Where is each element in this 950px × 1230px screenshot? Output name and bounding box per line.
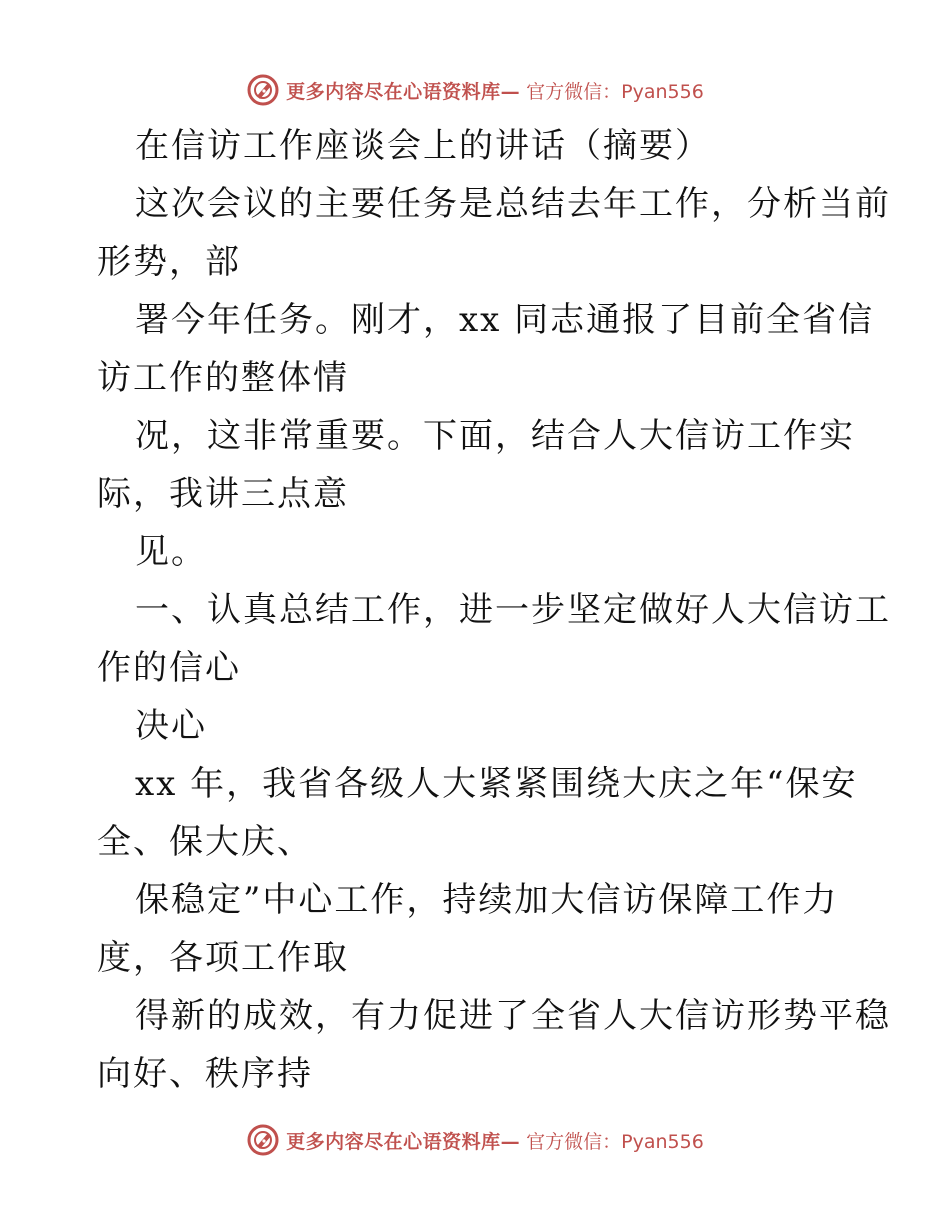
header-watermark <box>0 70 950 110</box>
paragraph-line: 见。 <box>135 532 207 572</box>
paragraph-line: 访工作的整体情 <box>97 358 349 398</box>
pen-nib-circle-icon <box>246 73 280 107</box>
section-heading: 决心 <box>135 706 207 746</box>
paragraph-line: 向好、秩序持 <box>97 1054 313 1094</box>
paragraph-line: 况，这非常重要。下面，结合人大信访工作实 <box>135 416 855 456</box>
paragraph-line: 这次会议的主要任务是总结去年工作，分析当前 <box>135 184 891 224</box>
watermark-text: 更多内容尽在心语资料库— <box>286 80 521 103</box>
document-title: 在信访工作座谈会上的讲话（摘要） <box>135 126 711 166</box>
paragraph-line: 得新的成效，有力促进了全省人大信访形势平稳 <box>135 996 891 1036</box>
footer-watermark <box>0 1120 950 1160</box>
pen-nib-circle-icon <box>246 1123 280 1157</box>
paragraph-line: 全、保大庆、 <box>97 822 313 862</box>
paragraph-line: xx 年，我省各级人大紧紧围绕大庆之年“保安 <box>135 764 858 804</box>
watermark-contact: 官方微信：Pyan556 <box>526 80 704 103</box>
paragraph-line: 保稳定”中心工作，持续加大信访保障工作力 <box>135 880 839 920</box>
paragraph-line: 署今年任务。刚才，xx 同志通报了目前全省信 <box>135 300 875 340</box>
watermark-text: 更多内容尽在心语资料库— <box>286 1130 521 1153</box>
watermark-contact: 官方微信：Pyan556 <box>526 1130 704 1153</box>
paragraph-line: 际，我讲三点意 <box>97 474 349 514</box>
section-heading: 一、认真总结工作，进一步坚定做好人大信访工 <box>135 590 891 630</box>
paragraph-line: 形势，部 <box>97 242 241 282</box>
section-heading: 作的信心 <box>97 648 241 688</box>
paragraph-line: 度，各项工作取 <box>97 938 349 978</box>
